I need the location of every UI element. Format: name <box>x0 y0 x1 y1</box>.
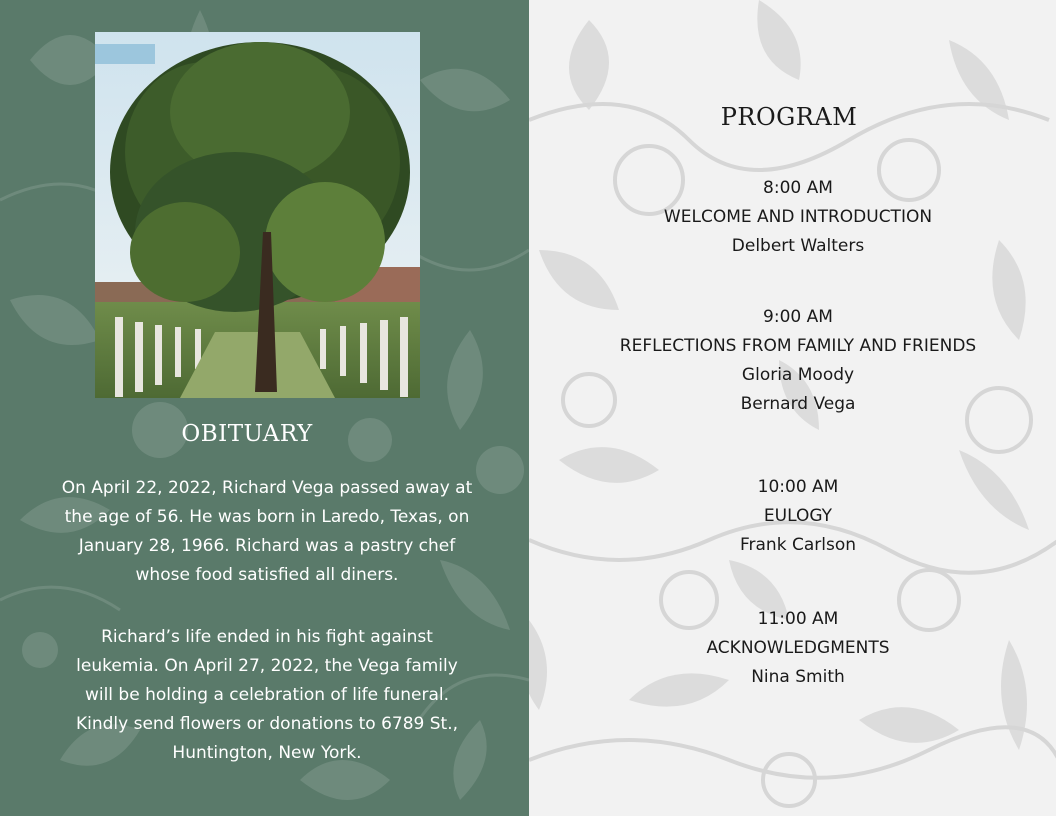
program-item-person: Delbert Walters <box>731 236 865 256</box>
program-item-time: 8:00 AM <box>763 178 833 198</box>
program-item-time: 10:00 AM <box>757 477 839 497</box>
program-item-person: Bernard Vega <box>740 394 856 414</box>
program-item-person: Nina Smith <box>751 667 845 687</box>
program-item-name: ACKNOWLEDGMENTS <box>706 638 890 658</box>
program-item-time: 11:00 AM <box>757 609 839 629</box>
program-item-person: Gloria Moody <box>741 365 855 385</box>
program-item-name: REFLECTIONS FROM FAMILY AND FRIENDS <box>619 336 977 356</box>
program-item-name: EULOGY <box>763 506 833 526</box>
program-item-time: 9:00 AM <box>763 307 833 327</box>
obituary-title: OBITUARY <box>181 421 313 447</box>
program-item <box>529 303 1056 419</box>
program-title: PROGRAM <box>720 103 858 131</box>
program-item <box>529 174 1056 261</box>
cemetery-tree-photo <box>95 32 420 398</box>
obituary-paragraph-2: Richard’s life ended in his fight against leukemia. On April 27, 2022, the Vega family will be holding a celebration of life funeral. Kindly send flowers or donations to 6789 St., Huntington, New York. <box>75 627 459 763</box>
program-item <box>529 605 1056 692</box>
program-item-person: Frank Carlson <box>739 535 856 555</box>
program-item-name: WELCOME AND INTRODUCTION <box>663 207 933 227</box>
program-panel <box>529 0 1056 816</box>
obituary-paragraph-1: On April 22, 2022, Richard Vega passed away at the age of 56. He was born in Laredo, Texas, on January 28, 1966. Richard was a pastry chef whose food satisfied all diners. <box>61 478 473 585</box>
program-item <box>529 473 1056 560</box>
